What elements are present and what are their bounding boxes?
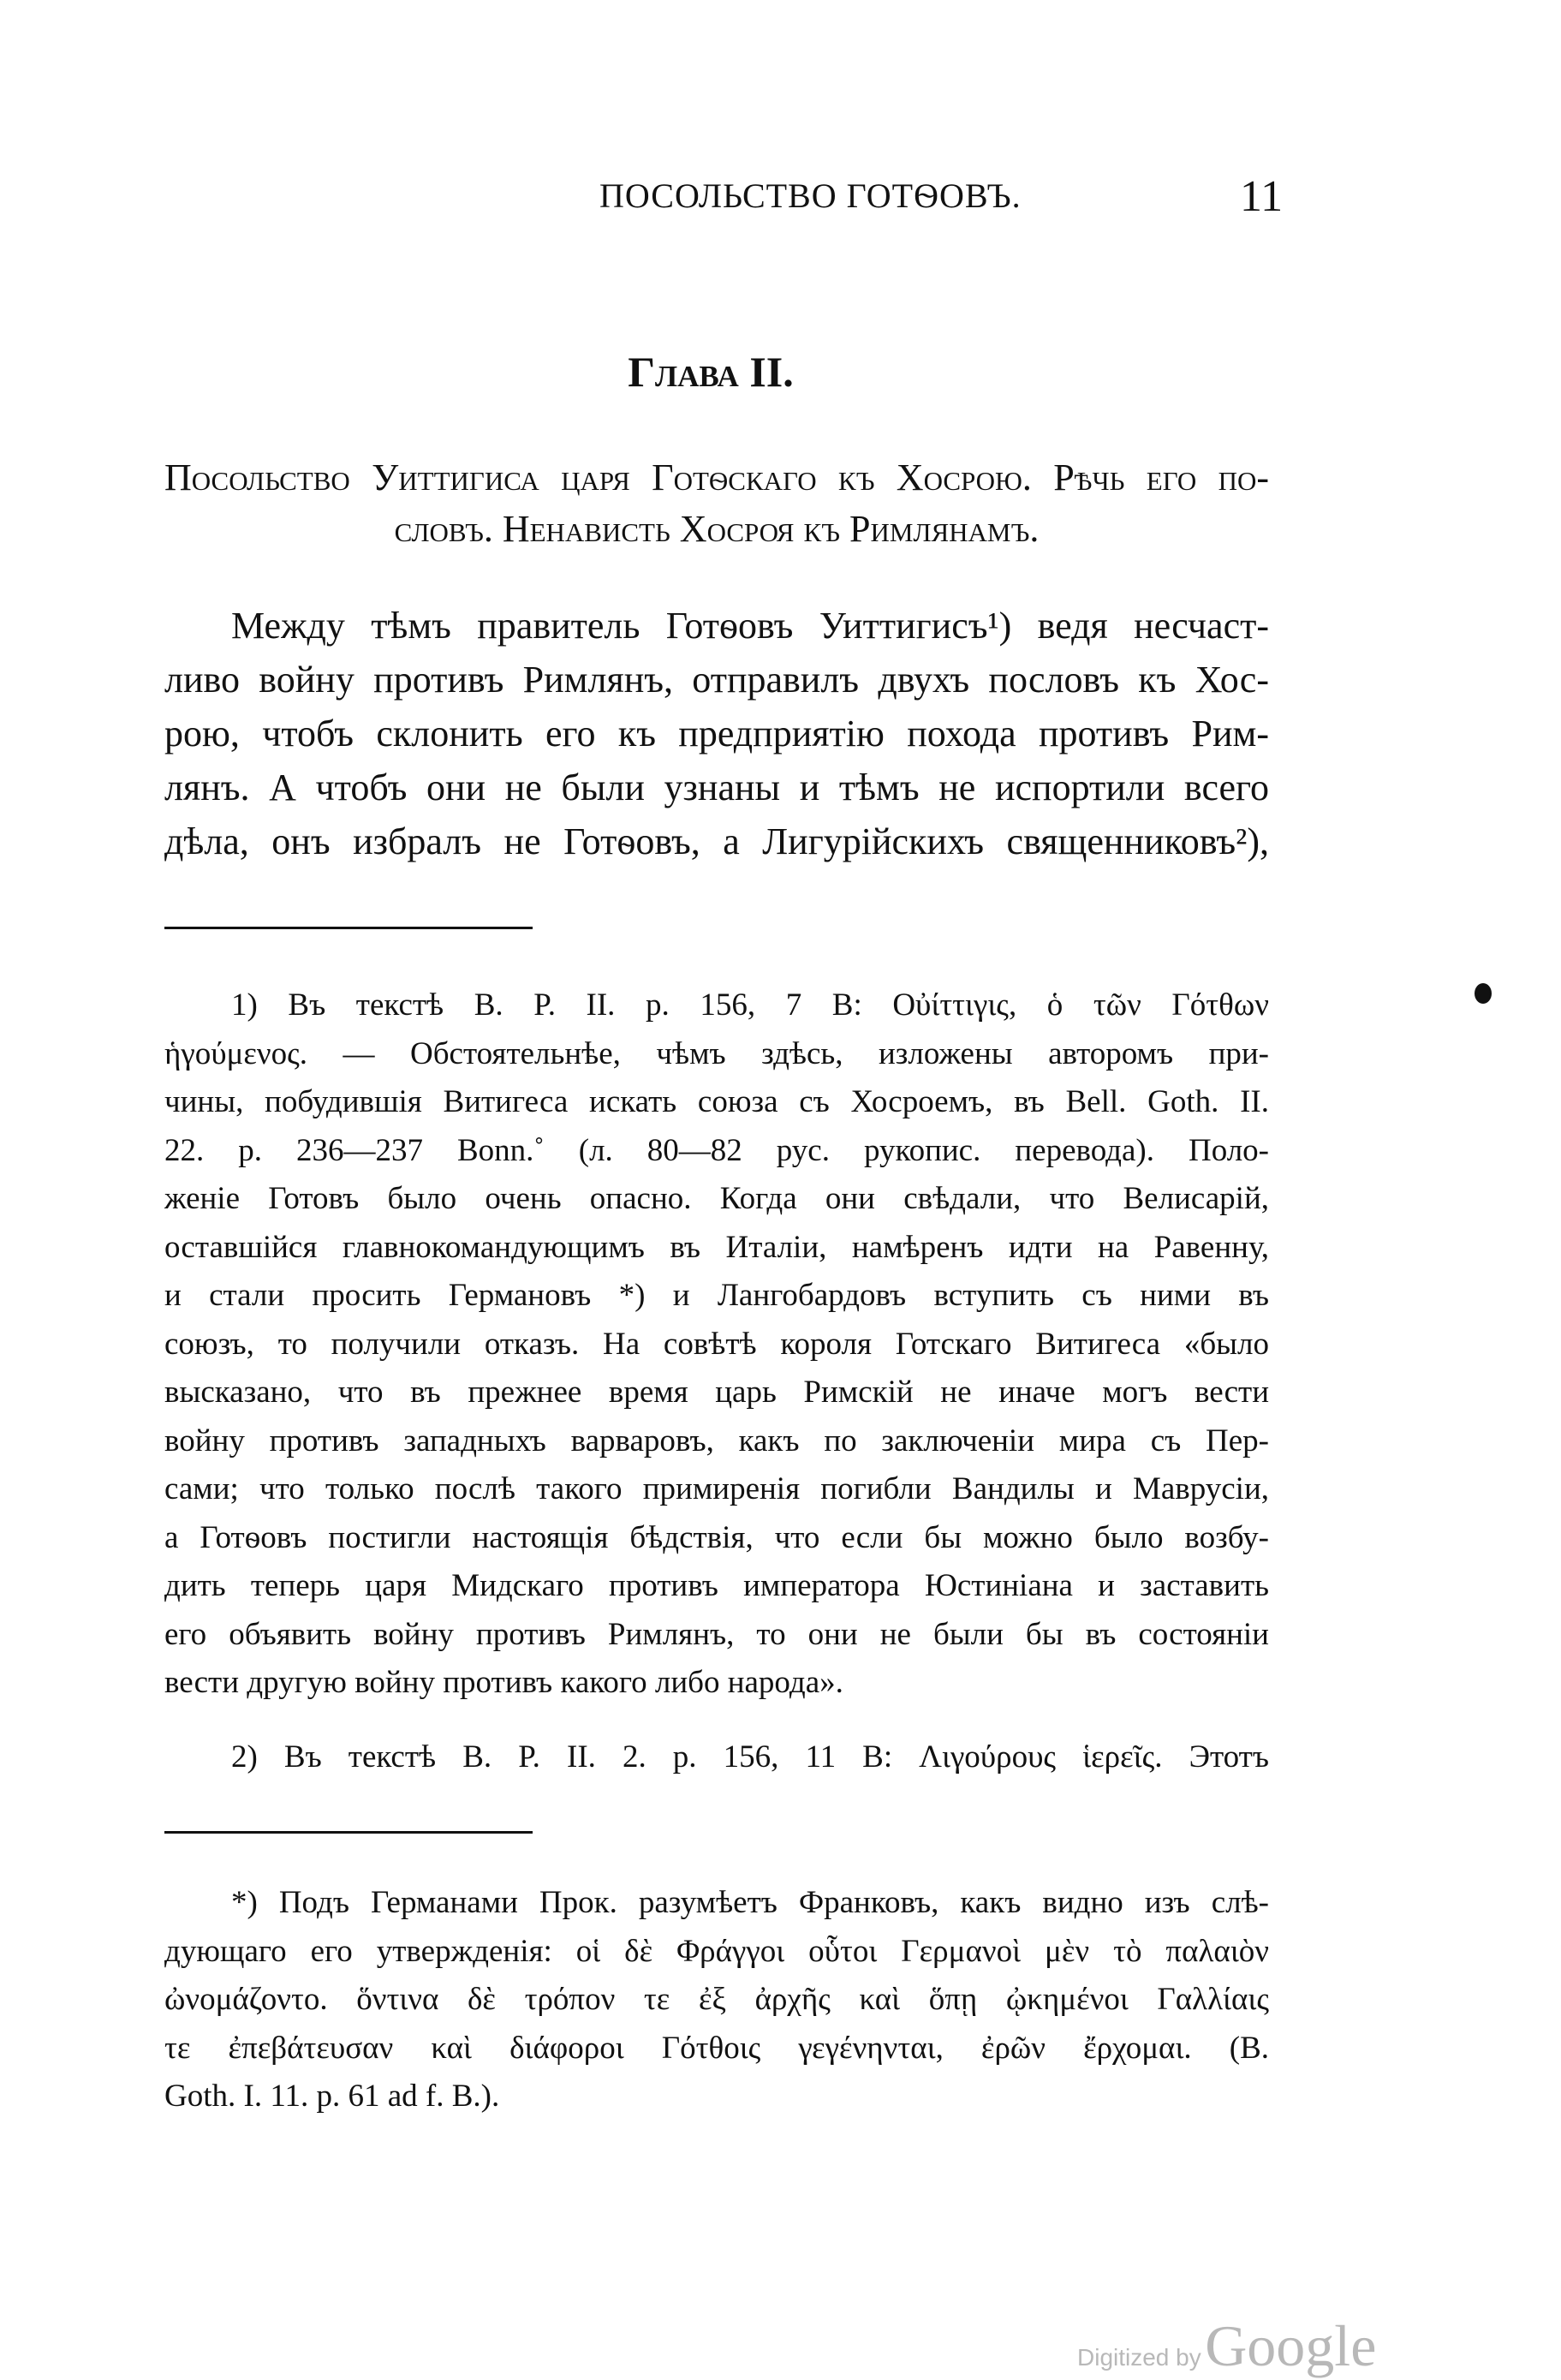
body-text-line: дѣла, онъ избралъ не Готѳовъ, а Лигурійскихъ священниковъ²), bbox=[164, 820, 1269, 862]
footnote-rule bbox=[164, 927, 533, 929]
body-text-line: Между тѣмъ правитель Готѳовъ Уиттигисъ¹) ведя несчаст- bbox=[231, 605, 1269, 647]
footnote-1-line: союзъ, то получили отказъ. На совѣтѣ короля Готскаго Витигеса «было bbox=[164, 1326, 1269, 1362]
footnote-1-line: а Готѳовъ постигли настоящія бѣдствія, что если бы можно было возбу- bbox=[164, 1519, 1269, 1555]
footnote-star-line: Goth. I. 11. p. 61 ad f. B.). bbox=[164, 2079, 500, 2114]
footnote-1-line: чины, побудившія Витигеса искать союза съ Хосроемъ, въ Bell. Goth. II. bbox=[164, 1084, 1269, 1119]
page-number: 11 bbox=[1240, 172, 1284, 221]
chapter-title: Глава II. bbox=[628, 348, 794, 396]
running-head: ПОСОЛЬСТВО ГОТѲОВЪ. bbox=[599, 176, 1022, 215]
scan-speck bbox=[1475, 983, 1492, 1004]
footnote-1-line: 22. p. 236—237 Bonn.˚ (л. 80—82 рус. рукопис. перевода). Поло- bbox=[164, 1132, 1269, 1168]
footnote-1-line: высказано, что въ прежнее время царь Римскій не иначе могъ вести bbox=[164, 1375, 1269, 1410]
footnote-1-line: войну противъ западныхъ варваровъ, какъ по заключеніи мира съ Пер- bbox=[164, 1423, 1269, 1458]
google-watermark bbox=[1077, 2312, 1376, 2380]
footnote-star-line: *) Подъ Германами Прок. разумѣетъ Франковъ, какъ видно изъ слѣ- bbox=[231, 1885, 1269, 1920]
footnote-1-line: сами; что только послѣ такого примиренія погибли Вандилы и Маврусіи, bbox=[164, 1471, 1269, 1506]
footnote-1-line: оставшійся главнокомандующимъ въ Италіи, намѣренъ идти на Равенну, bbox=[164, 1229, 1269, 1265]
footnote-1-line: его объявить войну противъ Римлянъ, то они не были бы въ состояніи bbox=[164, 1616, 1269, 1652]
footnote-1-line: ἡγούμενος. — Обстоятельнѣе, чѣмъ здѣсь, изложены авторомъ при- bbox=[164, 1035, 1269, 1071]
footnote-star-line: ὠνομάζοντο. ὅντινα δὲ τρόπον τε ἐξ ἀρχῆς καὶ ὅπῃ ᾠκημένοι Γαλλίαις bbox=[164, 1982, 1269, 2017]
chapter-summary-line: словъ. Ненависть Хосроя къ Римлянамъ. bbox=[394, 508, 1040, 550]
footnote-star-line: дующаго его утвержденія: οἱ δὲ Φράγγοι οὗτοι Γερμανοὶ μὲν τὸ παλαιὸν bbox=[164, 1933, 1269, 1969]
footnote-2-line: 2) Въ текстѣ B. P. II. 2. p. 156, 11 B: Λιγούρους ἱερεῖς. Этотъ bbox=[231, 1739, 1269, 1775]
footnote-1-line: вести другую войну противъ какого либо народа». bbox=[164, 1665, 843, 1700]
footnote-1-line: 1) Въ текстѣ B. P. II. p. 156, 7 B: Οὐίττιγις, ὁ τῶν Γότθων bbox=[231, 987, 1269, 1023]
footnote-rule-secondary bbox=[164, 1831, 533, 1834]
footnote-1-line: дить теперь царя Мидскаго противъ императора Юстиніана и заставить bbox=[164, 1568, 1269, 1603]
body-text-line: рою, чтобъ склонить его къ предприятію похода противъ Рим- bbox=[164, 713, 1269, 755]
body-text-line: ливо войну противъ Римлянъ, отправилъ двухъ пословъ къ Хос- bbox=[164, 659, 1269, 701]
watermark-prefix: Digitized by bbox=[1077, 2344, 1201, 2371]
chapter-summary-line: Посольство Уиттигиса царя Готѳскаго къ Хосрою. Рѣчь его по- bbox=[164, 456, 1269, 498]
footnote-1-line: и стали просить Германовъ *) и Лангобардовъ вступить съ ними въ bbox=[164, 1278, 1269, 1313]
footnote-star-line: τε ἐπεβάτευσαν καὶ διάφοροι Γότθοις γεγένηνται, ἐρῶν ἔρχομαι. (B. bbox=[164, 2030, 1269, 2066]
watermark-brand: Google bbox=[1205, 2313, 1377, 2378]
footnote-1-line: женіе Готовъ было очень опасно. Когда они свѣдали, что Велисарій, bbox=[164, 1181, 1269, 1216]
body-text-line: лянъ. А чтобъ они не были узнаны и тѣмъ не испортили всего bbox=[164, 766, 1269, 808]
